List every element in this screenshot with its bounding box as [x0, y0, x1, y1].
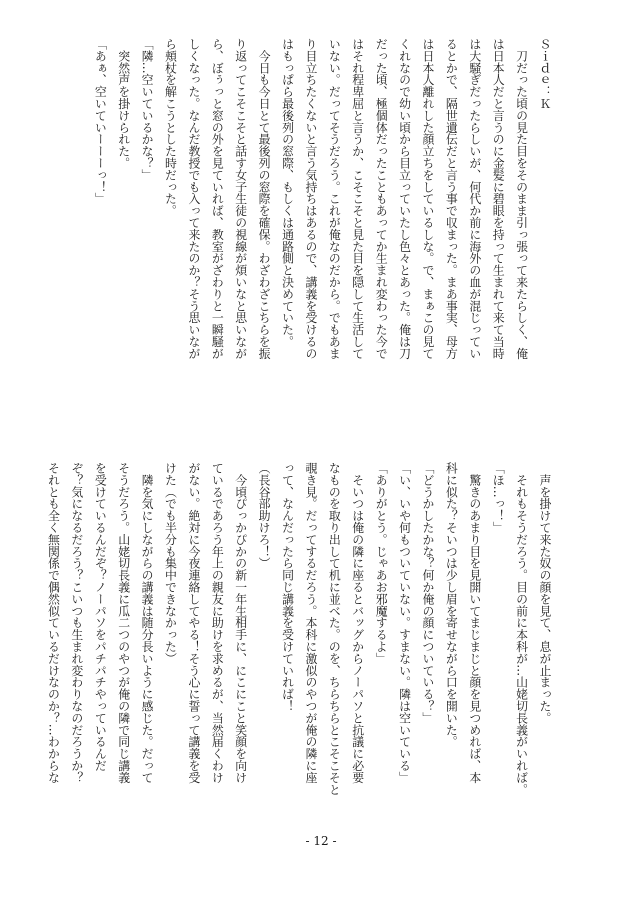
text-line: ぞ？気になるだろう？こいつも生まれ変わりなのだろうか？	[69, 462, 84, 784]
text-line: 科に似た？そいつは少し眉を寄せながら口を開いた。	[444, 462, 459, 748]
text-line: り目立ちたくないと言う気持ちはあるので、講義を受けるの	[303, 38, 318, 360]
text-line: るとかで、隔世遺伝だと言う事で収まった。まあ事実、母方	[444, 38, 459, 360]
text-line: 隣を気にしながらの講義は随分長いように感じた。だって	[140, 462, 155, 784]
text-line: 「ありがとう。じゃあお邪魔するよ」	[374, 462, 389, 665]
text-line: そいつは俺の隣に座るとバッグからノーパソと抗議に必要	[350, 462, 365, 784]
text-line: は日本人だと言うのに金髪に碧眼を持って生まれて来て当時	[491, 38, 506, 360]
text-line: ら頬杖を解こうとした時だった。	[163, 38, 178, 217]
text-line: ら、ぼぅっと窓の外を見ていれば、教室がざわりと一瞬騒が	[210, 38, 225, 360]
text-line: はもっぱら最後列の窓際、もしくは通路側と決めていた。	[280, 38, 295, 348]
text-line: くれなので幼い頃から目立っていたし色々とあった。俺は刀	[397, 38, 412, 360]
text-line: はそれ程卑屈と言うか、こそこそと見た目を隠して生活して	[350, 38, 365, 360]
text-line: だった頃、極個体だったこともあってか生まれ変わった今で	[374, 38, 389, 360]
text-line: それもそうだろう。目の前に本科が…山姥切長義がいれば。	[514, 462, 529, 796]
text-line: 今頃ぴっかぴかの新一年生相手に、にこにこと笑顔を向け	[233, 462, 248, 784]
text-line: 覗き見。だってするだろう。本科に激似のやつが俺の隣に座	[303, 462, 318, 784]
text-line: 「どうかしたかな？何か俺の顔についている？」	[420, 462, 435, 724]
text-line: 「あぁ、空いていーーーっ！」	[93, 38, 108, 205]
text-line: は大騒ぎだったらしいが、何代か前に海外の血が混じってい	[467, 38, 482, 360]
text-line: 驚きのあまり目を見開いてまじまじと顔を見つめれば、本	[467, 462, 482, 784]
text-line: 声を掛けて来た奴の顔を見て、息が止まった。	[538, 462, 552, 724]
text-line: 「隣…空いているかな？」	[140, 38, 155, 181]
text-line: り返ってこそこそと話す女子生徒の視線が煩いなと思いなが	[233, 38, 248, 360]
lower-text-block	[41, 462, 556, 847]
text-line: を受けているんだぞ？ノーパソをパチパチやっているんだ	[93, 462, 108, 772]
text-line: しくなった。なんだ教授でも入って来たのか？そう思いなが	[186, 38, 201, 360]
text-line: いない。だってそうだろう。これが俺なのだから。でもあま	[327, 38, 342, 360]
text-line: Ｓｉｄｅ：Ｋ	[538, 38, 552, 110]
text-line: 「い、いや何もついていない。すまない。隣は空いている」	[397, 462, 412, 784]
text-line: 今日も今日とて最後列の窓際を確保。わざわざこちらを振	[257, 38, 272, 360]
text-line: は日本人離れした顔立ちをしているしな。で、まぁこの見て	[420, 38, 435, 360]
text-line: がない。絶対に今夜連絡してやる！そう心に誓って講義を受	[186, 462, 201, 784]
text-line: （長谷部助けろ！）	[257, 462, 272, 570]
text-line: 刀だった頃の見た目をそのまま引っ張って来たらしく、俺	[514, 38, 529, 360]
upper-text-block	[88, 38, 556, 448]
text-line: そうだろう。山姥切長義に瓜二つのやつが俺の隣で同じ講義	[116, 462, 131, 784]
text-line: 「ほ…っ！」	[491, 462, 506, 534]
text-line: って、なんだったら同じ講義を受けていれば！	[280, 462, 295, 712]
text-line: なものを取り出して机に並べた。のを、ちらちらとこそこそと	[327, 462, 342, 796]
text-line: 突然声を掛けられた。	[116, 38, 131, 169]
page-number: - 12 -	[305, 834, 337, 848]
text-line: それとも全く無関係で偶然似ているだけなのか？…わからな	[46, 462, 61, 784]
text-line: けた（でも半分も集中できなかった）	[163, 462, 178, 665]
text-line: ているであろう年上の親友に助けを求めるが、当然届くわけ	[210, 462, 225, 784]
